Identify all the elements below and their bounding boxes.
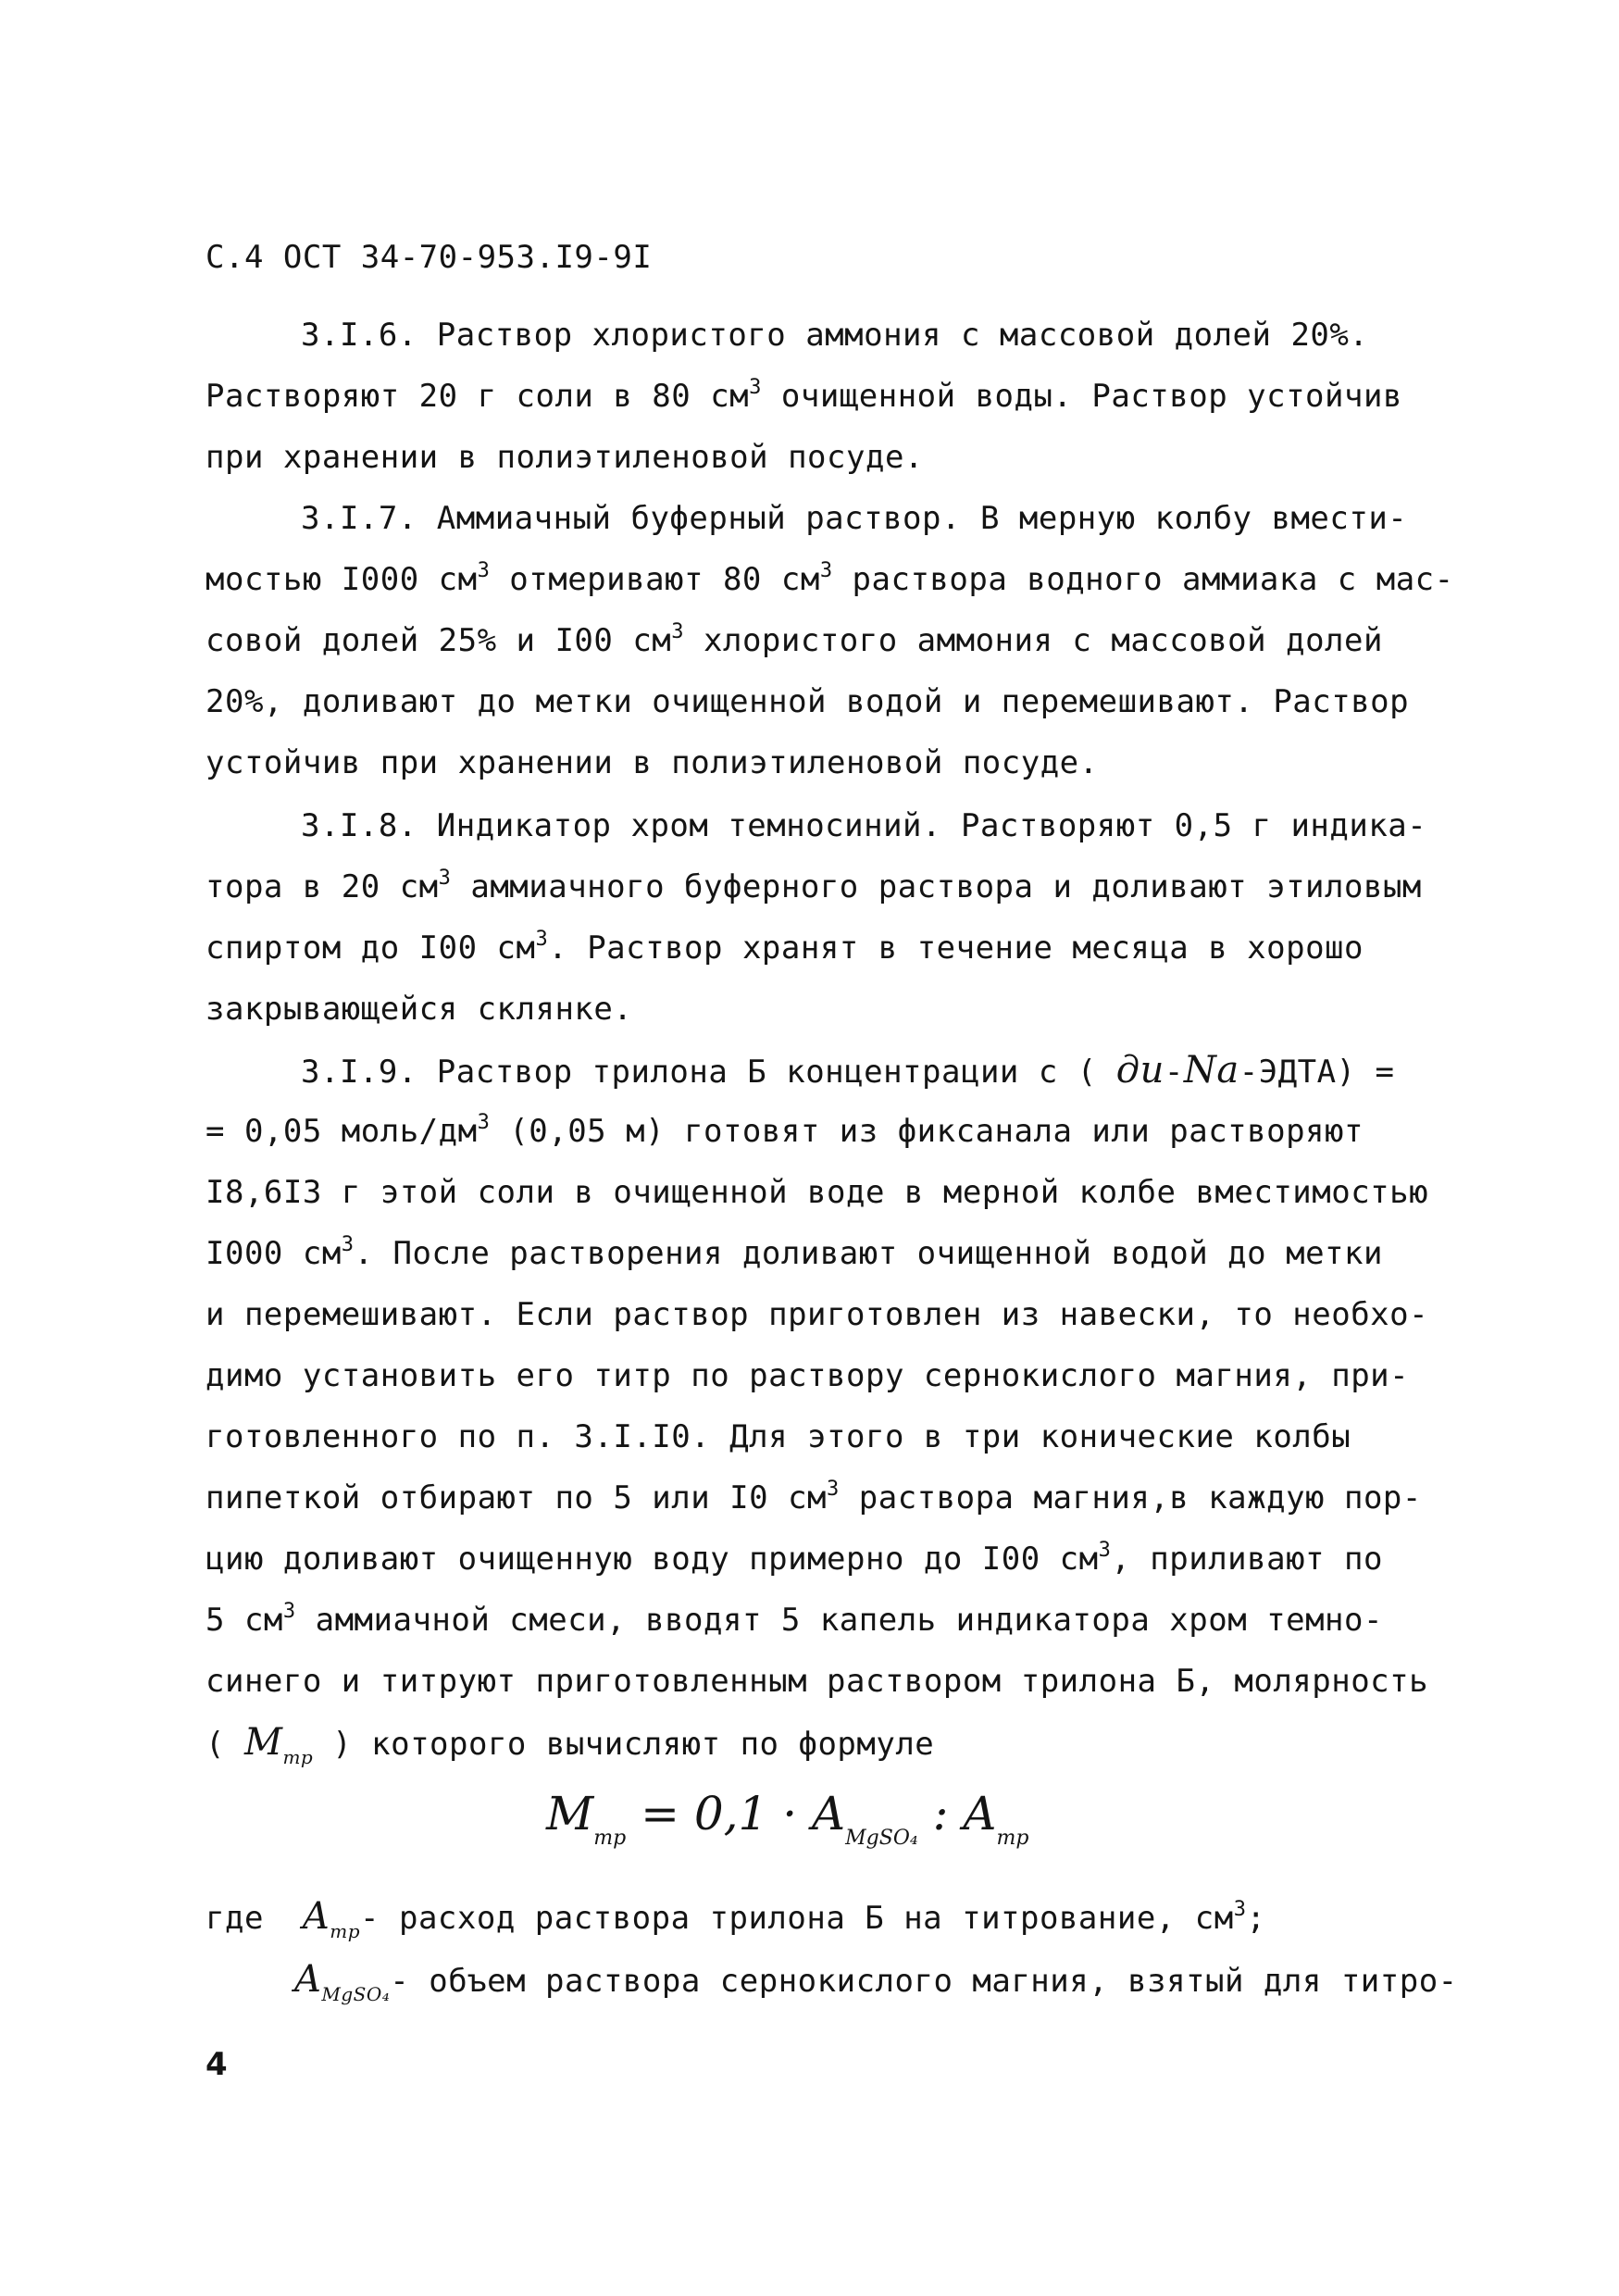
- handwritten-m-tr: М: [243, 1721, 283, 1764]
- formula-eq: = 0,1 · A: [641, 1787, 846, 1841]
- handwritten-a-tr: A: [302, 1895, 330, 1938]
- para-317-line-4: 20%, доливают до метки очищенной водой и перемешивают. Раствор: [205, 683, 1410, 720]
- para-319-line-12: ( $М_{тр}$ ) которого вычисляют по формуле: [205, 1721, 935, 1768]
- para-319-line-3: I8,6I3 г этой соли в очищенной воде в мерной колбе вместимостью: [205, 1174, 1429, 1211]
- para-319-line-1: 3.I.9. Раствор трилона Б концентрации с ( ди-Na-ЭДТА) =: [301, 1049, 1395, 1092]
- legend-a-tr: где $A_{тр}-$ расход раствора трилона Б на титрование, $см^3$;: [205, 1895, 1266, 1942]
- para-319-line-8: пипеткой отбирают по 5 или I0 $см^3$ раствора магния,в каждую пор-: [205, 1478, 1422, 1516]
- legend-a-mg: $A_{MgSO_4}-$ объем раствора сернокислого магния, взятый для титро-: [294, 1958, 1458, 2005]
- para-319-line-7: готовленного по п. 3.I.I0. Для этого в три конические колбы: [205, 1418, 1351, 1455]
- para-319-line-2: = 0,05 моль/$дм^3$ (0,05 м) готовят из фиксанала или растворяют: [205, 1111, 1364, 1150]
- para-319-line-9: цию доливают очищенную воду примерно до I00 $см^3$, приливают по: [205, 1539, 1383, 1578]
- para-319-line-6: димо установить его титр по раствору сернокислого магния, при-: [205, 1357, 1410, 1394]
- formula-lhs: М: [546, 1787, 594, 1841]
- para-319-line-5: и перемешивают. Если раствор приготовлен из навески, то необхо-: [205, 1296, 1429, 1333]
- page-header: С.4 ОСТ 34-70-953.I9-9I: [205, 239, 653, 276]
- handwritten-a-mg: A: [294, 1958, 322, 2001]
- para-317-line-1: 3.I.7. Аммиачный буферный раствор. В мерную колбу вмести-: [301, 500, 1408, 537]
- titre-formula: $М_{тр} = 0,1 \cdot A_{MgSO_4}$ : $A_{тр}$: [546, 1787, 1029, 1850]
- para-316-line-3: при хранении в полиэтиленовой посуде.: [205, 439, 924, 476]
- page-number: 4: [205, 2046, 228, 2083]
- para-319-line-4: I000 $см^3$. После растворения доливают очищенной водой до метки: [205, 1233, 1383, 1272]
- para-319-line-11: синего и титруют приготовленным раствором трилона Б, молярность: [205, 1663, 1429, 1700]
- para-318-line-2: тора в 20 $см^3$ аммиачного буферного раствора и доливают этиловым: [205, 867, 1422, 905]
- para-319-line-10: 5 $см^3$ аммиачной смеси, вводят 5 капель индикатора хром темно-: [205, 1600, 1383, 1639]
- handwritten-di: ди: [1115, 1049, 1164, 1092]
- para-316-line-2: Растворяют 20 г соли в 80 $см^3$ очищенной воды. Раствор устойчив: [205, 376, 1402, 415]
- para-318-line-4: закрывающейся склянке.: [205, 991, 633, 1028]
- para-318-line-1: 3.I.8. Индикатор хром темносиний. Растворяют 0,5 г индика-: [301, 807, 1427, 844]
- para-318-line-3: спиртом до I00 $см^3$. Раствор хранят в течение месяца в хорошо: [205, 928, 1364, 967]
- para-317-line-3: совой долей 25% и I00 $см^3$ хлористого аммония с массовой долей: [205, 620, 1383, 659]
- para-317-line-2: мостью I000 $см^3$ отмеривают 80 $см^3$ раствора водного аммиака с мас-: [205, 559, 1454, 598]
- para-317-line-5: устойчив при хранении в полиэтиленовой посуде.: [205, 744, 1099, 781]
- formula-colon: : A: [917, 1787, 997, 1841]
- handwritten-na: Na: [1183, 1049, 1239, 1092]
- para-316-line-1: 3.I.6. Раствор хлористого аммония с массовой долей 20%.: [301, 317, 1369, 354]
